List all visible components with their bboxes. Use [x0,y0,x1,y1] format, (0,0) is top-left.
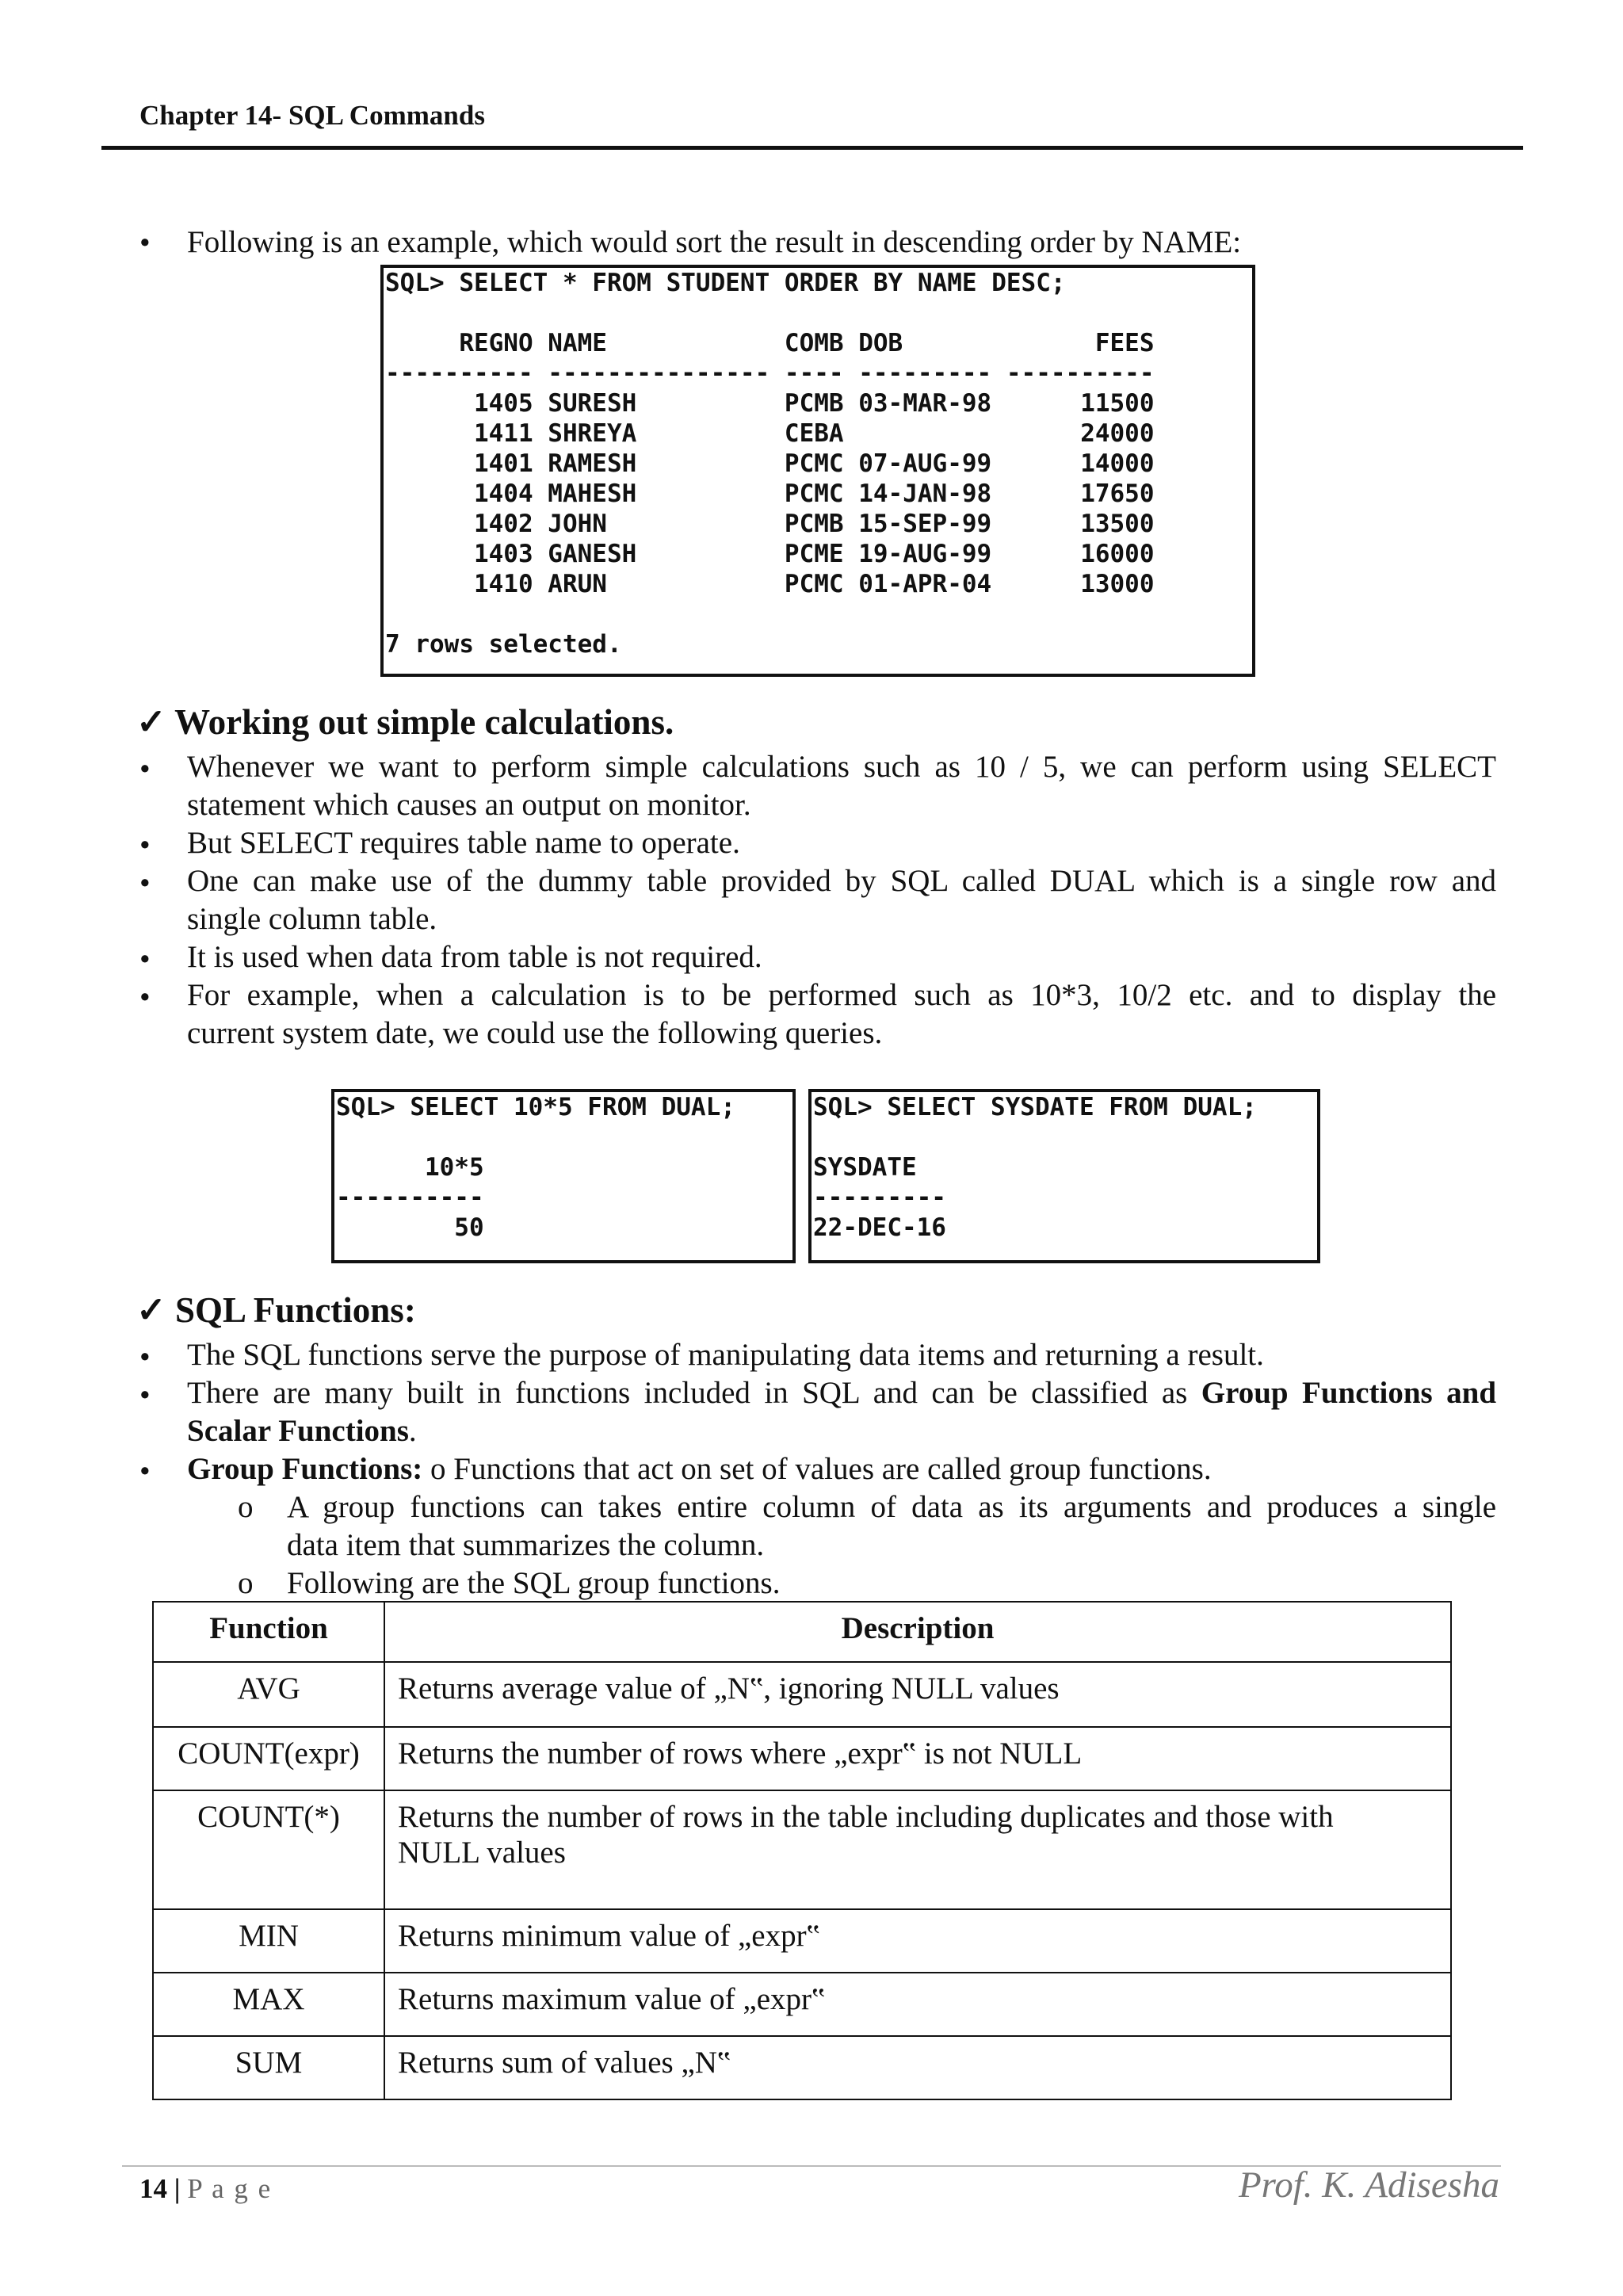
terminal-line: 1401 RAMESH PCMC 07-AUG-99 14000 [385,449,1155,478]
calc-bullet-5-line-2: current system date, we could use the following queries. [187,1016,883,1050]
calc-bullet-4: It is used when data from table is not required. [187,940,762,974]
terminal-sort-output [380,265,1255,677]
terminal-dual-calc [331,1089,796,1263]
table-row [153,1909,1451,1973]
terminal-line: REGNO NAME COMB DOB FEES [385,329,1155,357]
table-header-row [153,1602,1451,1662]
calc-bullet-3-line-2: single column table. [187,902,437,936]
terminal-line: 10*5 [336,1153,484,1182]
checkmark-icon: ✓ [136,1290,166,1330]
bullet-dot: • [139,226,151,260]
function-desc-cell: Returns average value of „N‟, ignoring NULL values [384,1662,1451,1727]
page-header-title: Chapter 14- SQL Commands [139,100,485,131]
function-name-cell: MAX [153,1973,384,2036]
calc-bullet-1-line-2: statement which causes an output on monitor. [187,788,751,822]
footer-author: Prof. K. Adisesha [1238,2164,1499,2206]
terminal-line: 50 [336,1213,484,1242]
functions-bullet-2-line-2: Scalar Functions. [187,1414,417,1448]
bullet-dot: • [139,1454,151,1488]
footer-page-number: 14 | P a g e [139,2173,273,2204]
table-header-cell: Function [153,1602,384,1662]
terminal-line: 22-DEC-16 [813,1213,946,1242]
terminal-line: SQL> SELECT SYSDATE FROM DUAL; [813,1093,1257,1121]
function-desc-cell: Returns the number of rows in the table including duplicates and those with NULL values [384,1790,1451,1909]
calc-bullet-5-line-1: For example, when a calculation is to be performed such as 10*3, 10/2 etc. and to display the [187,978,1496,1012]
calc-bullet-3-line-1: One can make use of the dummy table provided by SQL called DUAL which is a single row and [187,864,1496,898]
sub-bullet-marker: o [238,1566,254,1600]
function-name-cell: MIN [153,1909,384,1973]
terminal-line: 1405 SURESH PCMB 03-MAR-98 11500 [385,389,1155,418]
terminal-line: SQL> SELECT * FROM STUDENT ORDER BY NAME DESC; [385,269,1066,297]
section-heading-sql-functions: ✓ SQL Functions: [136,1290,416,1330]
function-name-cell: AVG [153,1662,384,1727]
checkmark-icon: ✓ [136,702,166,742]
terminal-line: SQL> SELECT 10*5 FROM DUAL; [336,1093,735,1121]
terminal-line: --------- [813,1183,946,1212]
functions-sub-1-line-1: A group functions can takes entire column of data as its arguments and produces a single [287,1490,1496,1524]
function-desc-cell: Returns the number of rows where „expr‟ is not NULL [384,1727,1451,1790]
bullet-dot: • [139,866,151,900]
table-row [153,2036,1451,2099]
terminal-line: ---------- --------------- ---- --------- ---------- [385,359,1155,388]
sub-bullet-marker: o [238,1490,254,1524]
functions-bullet-1: The SQL functions serve the purpose of manipulating data items and returning a result. [187,1338,1264,1372]
function-desc-cell: Returns maximum value of „expr‟ [384,1973,1451,2036]
table-row [153,1790,1451,1909]
group-functions-table [152,1601,1452,2100]
table-row [153,1727,1451,1790]
terminal-line: SYSDATE [813,1153,917,1182]
functions-bullet-2-line-1: There are many built in functions included in SQL and can be classified as Group Functions and [187,1376,1497,1410]
bullet-dot: • [139,942,151,976]
table-header-cell: Description [384,1602,1451,1662]
bullet-dot: • [139,1378,151,1412]
functions-bullet-3: Group Functions: o Functions that act on set of values are called group functions. [187,1452,1212,1486]
bullet-dot: • [139,980,151,1014]
calc-bullet-2: But SELECT requires table name to operate. [187,826,740,860]
functions-sub-1-line-2: data item that summarizes the column. [287,1528,765,1562]
table-row [153,1973,1451,2036]
calc-bullet-1-line-1: Whenever we want to perform simple calculations such as 10 / 5, we can perform using SELECT [187,750,1496,784]
functions-sub-2: Following are the SQL group functions. [287,1566,781,1600]
terminal-dual-sysdate [808,1089,1320,1263]
terminal-line: 1404 MAHESH PCMC 14-JAN-98 17650 [385,479,1155,508]
terminal-line: 1410 ARUN PCMC 01-APR-04 13000 [385,570,1155,598]
header-rule [101,146,1523,150]
function-desc-cell: Returns minimum value of „expr‟ [384,1909,1451,1973]
terminal-line: 7 rows selected. [385,630,622,659]
terminal-line: 1411 SHREYA CEBA 24000 [385,419,1155,448]
table-row [153,1662,1451,1727]
sort-intro-text: Following is an example, which would sort the result in descending order by NAME: [187,225,1242,259]
terminal-line: ---------- [336,1183,484,1212]
bullet-dot: • [139,752,151,786]
terminal-line: 1402 JOHN PCMB 15-SEP-99 13500 [385,510,1155,538]
function-name-cell: COUNT(expr) [153,1727,384,1790]
bullet-dot: • [139,828,151,862]
section-heading-calculations: ✓ Working out simple calculations. [136,702,674,742]
terminal-line: 1403 GANESH PCME 19-AUG-99 16000 [385,540,1155,568]
function-name-cell: COUNT(*) [153,1790,384,1909]
bullet-dot: • [139,1340,151,1374]
function-name-cell: SUM [153,2036,384,2099]
function-desc-cell: Returns sum of values „N‟ [384,2036,1451,2099]
